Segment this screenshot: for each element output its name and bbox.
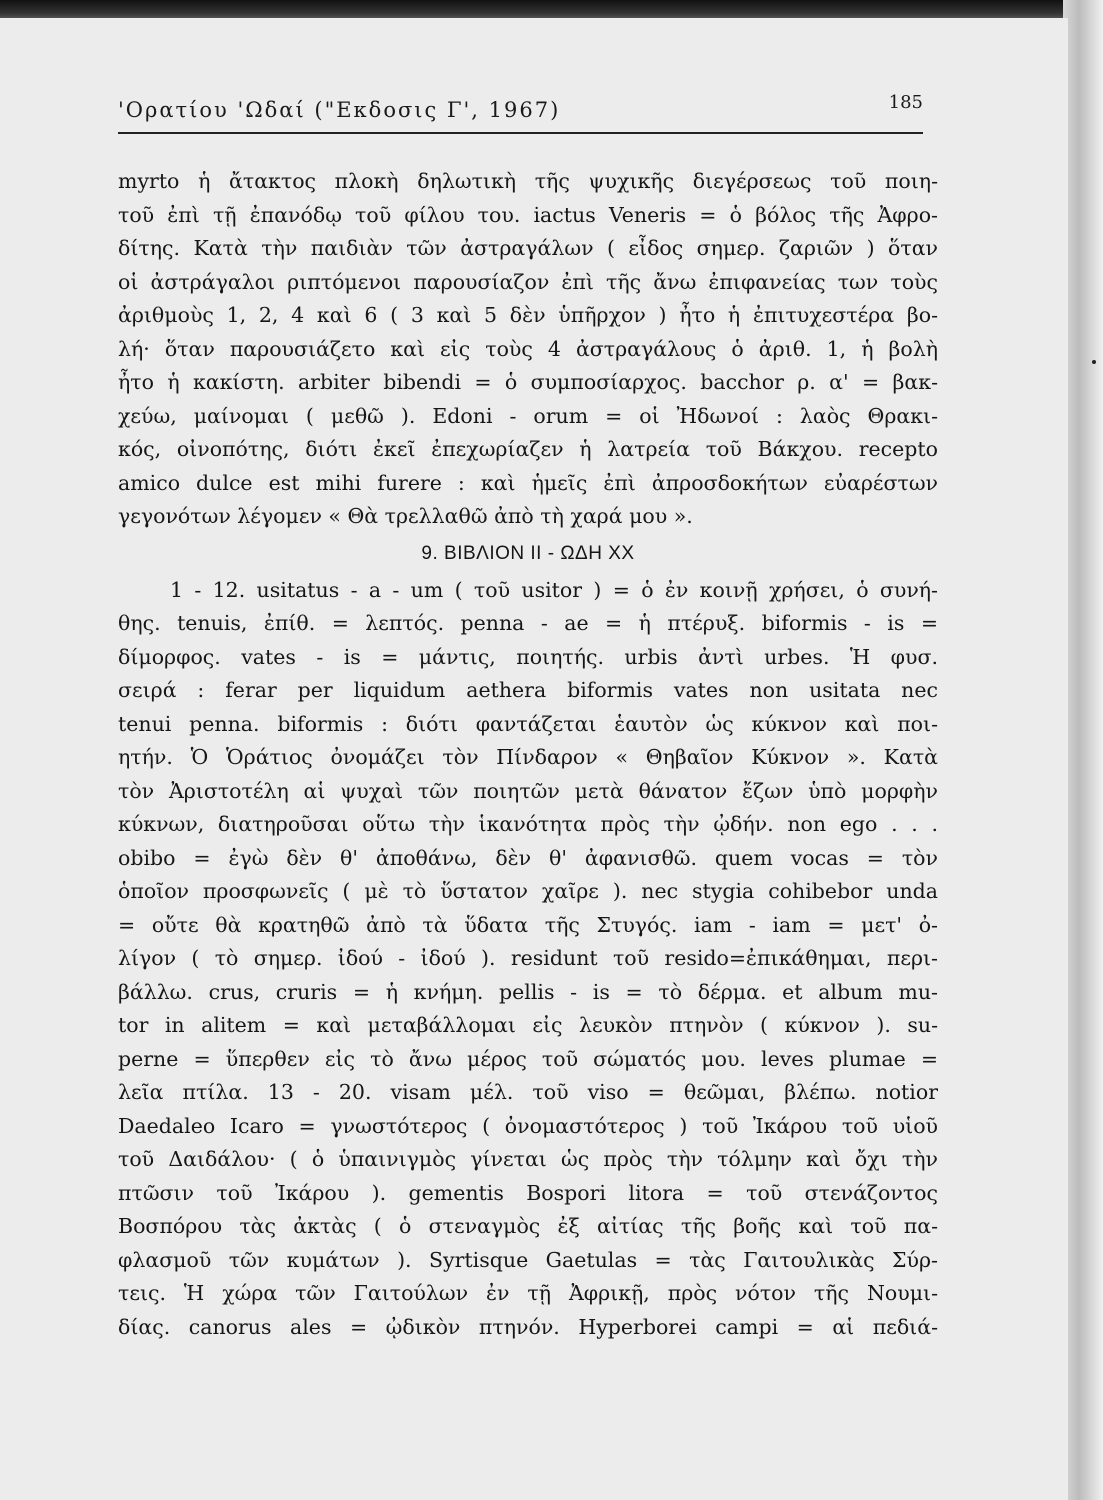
text-line: obibo = ἐγὼ δὲν θ' ἀποθάνω, δὲν θ' ἀφανισθῶ. quem vocas = τὸν [118, 845, 938, 870]
text-line: δίμορφος. vates - is = μάντις, ποιητής. urbis ἀντὶ urbes. Ἡ φυσ. [118, 644, 938, 669]
text-line: = οὔτε θὰ κρατηθῶ ἀπὸ τὰ ὕδατα τῆς Στυγός. iam - iam = μετ' ὀ- [118, 912, 938, 937]
text-line: perne = ὕπερθεν εἰς τὸ ἄνω μέρος τοῦ σώματός μου. leves plumae = [118, 1046, 938, 1071]
text-line: myrto ἡ ἄτακτος πλοκὴ δηλωτικὴ τῆς ψυχικῆς διεγέρσεως τοῦ ποιη- [118, 169, 938, 193]
text-line: σειρά : ferar per liquidum aethera biformis vates non usitata nec [118, 678, 938, 702]
text-line: ἦτο ἡ κακίστη. arbiter bibendi = ὁ συμποσίαρχος. bacchor ρ. α' = βακ- [118, 370, 938, 394]
section-heading: 9. ΒΙΒΛΙΟΝ ΙΙ - ΩΔΗ ΧΧ [421, 542, 635, 564]
text-line: λεῖα πτίλα. 13 - 20. visam μέλ. τοῦ viso = θεῶμαι, βλέπω. notior [118, 1080, 938, 1104]
text-line: βάλλω. crus, cruris = ἡ κνήμη. pellis - is = τὸ δέρμα. et album mu- [118, 979, 938, 1004]
text-line: 1 - 12. usitatus - a - um ( τοῦ usitor ) = ὁ ἐν κοινῇ χρήσει, ὁ συνή- [170, 577, 938, 602]
text-line: φλασμοῦ τῶν κυμάτων ). Syrtisque Gaetulas = τὰς Γαιτουλικὰς Σύρ- [118, 1247, 938, 1272]
scan-right-edge [1063, 0, 1103, 1500]
running-title: 'Ορατίου 'Ωδαί ("Εκδοσις Γ', 1967) [118, 98, 561, 122]
text-line: λή· ὅταν παρουσιάζετο καὶ εἰς τοὺς 4 ἀστραγάλους ὁ ἀριθ. 1, ἡ βολὴ [118, 336, 938, 361]
text-line: οἱ ἀστράγαλοι ριπτόμενοι παρουσίαζον ἐπὶ τῆς ἄνω ἐπιφανείας των τοὺς [118, 269, 938, 294]
text-line: tenui penna. biformis : διότι φαντάζεται ἑαυτὸν ὡς κύκνον καὶ ποι- [118, 711, 938, 736]
text-line: ὁποῖον προσφωνεῖς ( μὲ τὸ ὕστατον χαῖρε ). nec stygia cohibebor unda [118, 879, 938, 903]
text-line: θης. tenuis, ἐπίθ. = λεπτός. penna - ae = ἡ πτέρυξ. biformis - is = [118, 611, 938, 635]
text-line: πτῶσιν τοῦ Ἰκάρου ). gementis Bospori litora = τοῦ στενάζοντος [118, 1180, 938, 1205]
text-line: κός, οἰνοπότης, διότι ἐκεῖ ἐπεχωρίαζεν ἡ λατρεία τοῦ Βάκχου. recepto [118, 437, 938, 461]
text-line: δίτης. Κατὰ τὴν παιδιὰν τῶν ἀστραγάλων ( εἶδος σημερ. ζαριῶν ) ὅταν [118, 236, 938, 260]
text-line: ἀριθμοὺς 1, 2, 4 καὶ 6 ( 3 καὶ 5 δὲν ὑπῆρχον ) ἦτο ἡ ἐπιτυχεστέρα βο- [118, 303, 938, 327]
text-line: χεύω, μαίνομαι ( μεθῶ ). Edoni - orum = οἱ Ἠδωνοί : λαὸς Θρακι- [118, 403, 938, 428]
text-line: τεις. Ἡ χώρα τῶν Γαιτούλων ἐν τῇ Ἀφρικῇ, πρὸς νότον τῆς Νουμι- [118, 1281, 938, 1305]
text-line: τὸν Ἀριστοτέλη αἱ ψυχαὶ τῶν ποιητῶν μετὰ θάνατον ἔζων ὑπὸ μορφὴν [118, 778, 938, 803]
text-line: κύκνων, διατηροῦσαι οὕτω τὴν ἱκανότητα πρὸς τὴν ᾠδήν. non ego . . . [118, 812, 938, 836]
text-line: Βοσπόρου τὰς ἀκτὰς ( ὁ στεναγμὸς ἐξ αἰτίας τῆς βοῆς καὶ τοῦ πα- [118, 1214, 938, 1238]
page-number: 185 [888, 92, 923, 113]
margin-mark [1092, 360, 1096, 364]
text-line: tor in alitem = καὶ μεταβάλλομαι εἰς λευκὸν πτηνὸν ( κύκνον ). su- [118, 1013, 938, 1037]
text-line: τοῦ Δαιδάλου· ( ὁ ὑπαινιγμὸς γίνεται ὡς πρὸς τὴν τόλμην καὶ ὄχι τὴν [118, 1147, 938, 1171]
running-header [118, 92, 923, 134]
text-line: amico dulce est mihi furere : καὶ ἡμεῖς ἐπὶ ἀπροσδοκήτων εὐαρέστων [118, 470, 938, 495]
text-line: λίγον ( τὸ σημερ. ἰδού - ἰδού ). residunt τοῦ resido=ἐπικάθημαι, περι- [118, 946, 938, 970]
commentary-text [118, 165, 938, 1344]
text-line: Daedaleo Icaro = γνωστότερος ( ὀνομαστότερος ) τοῦ Ἰκάρου τοῦ υἱοῦ [118, 1113, 938, 1138]
text-line: τοῦ ἐπὶ τῇ ἐπανόδῳ τοῦ φίλου του. iactus Veneris = ὁ βόλος τῆς Ἀφρο- [118, 202, 938, 227]
text-line: ητήν. Ὁ Ὁράτιος ὀνομάζει τὸν Πίνδαρον « Θηβαῖον Κύκνον ». Κατὰ [118, 745, 938, 769]
text-line: γεγονότων λέγομεν « Θὰ τρελλαθῶ ἀπὸ τὴ χαρά μου ». [118, 504, 693, 528]
text-line: δίας. canorus ales = ᾠδικὸν πτηνόν. Hyperborei campi = αἱ πεδιά- [118, 1314, 938, 1339]
